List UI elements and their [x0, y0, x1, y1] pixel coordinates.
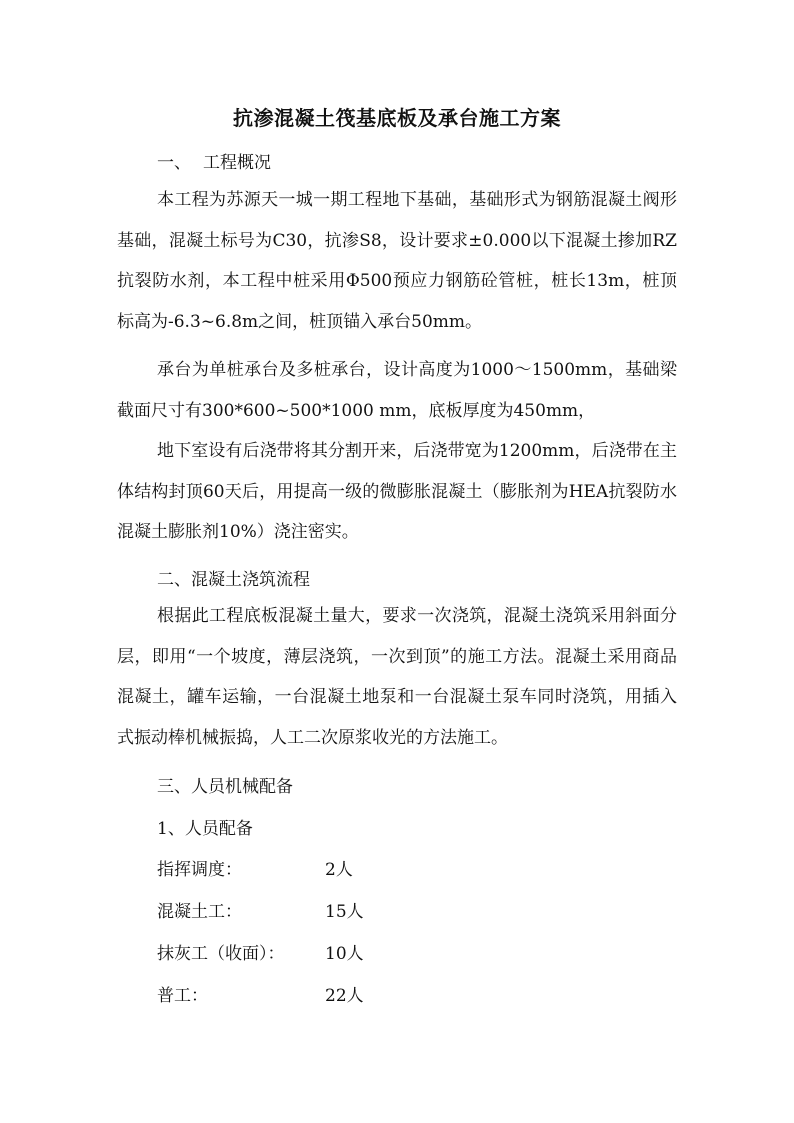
section-1-title: 工程概况 — [203, 153, 271, 173]
staff-role: 抹灰工（收面）： — [157, 944, 285, 964]
staff-role: 指挥调度： — [157, 860, 242, 880]
paragraph-pile-cap-dimensions: 承台为单桩承台及多桩承台，设计高度为1000～1500mm，基础梁截面尺寸有300*600~500*1000 mm，底板厚度为450mm， — [117, 360, 677, 421]
paragraph-post-pour-strip: 地下室设有后浇带将其分割开来，后浇带宽为1200mm，后浇带在主体结构封顶60天后，用提高一级的微膨胀混凝土（膨胀剂为HEA抗裂防水混凝土膨胀剂10%）浇注密实。 — [117, 441, 677, 542]
staff-row — [157, 897, 364, 922]
paragraph-project-overview: 本工程为苏源天一城一期工程地下基础，基础形式为钢筋混凝土阀形基础，混凝土标号为C30，抗渗S8，设计要求±0.000以下混凝土掺加RZ抗裂防水剂，本工程中桩采用Φ500预应力钢筋砼管桩，桩长13m，桩顶标高为-6.3~6.8m之间，桩顶锚入承台50mm。 — [117, 190, 677, 332]
staff-row — [157, 981, 364, 1006]
section-3-heading: 三、人员机械配备 — [157, 777, 293, 797]
staff-row — [157, 855, 353, 880]
section-1-heading — [157, 148, 271, 173]
section-3-subheading: 1、人员配备 — [157, 819, 253, 839]
staff-count: 2人 — [325, 860, 353, 880]
staff-count: 22人 — [325, 986, 364, 1006]
staff-role: 混凝土工： — [157, 902, 242, 922]
paragraph-pouring-process: 根据此工程底板混凝土量大，要求一次浇筑，混凝土浇筑采用斜面分层，即用“一个坡度，薄层浇筑，一次到顶”的施工方法。混凝土采用商品混凝土，罐车运输，一台混凝土地泵和一台混凝土泵车同时浇筑，用插入式振动棒机械振捣，人工二次原浆收光的方法施工。 — [117, 606, 677, 748]
staff-count: 15人 — [325, 902, 364, 922]
staff-row — [157, 939, 364, 964]
section-1-number: 一、 — [157, 153, 191, 173]
section-2-heading: 二、混凝土浇筑流程 — [157, 570, 310, 590]
staff-count: 10人 — [325, 944, 364, 964]
document-title: 抗渗混凝土筏基底板及承台施工方案 — [233, 106, 561, 130]
staff-role: 普工： — [157, 986, 208, 1006]
